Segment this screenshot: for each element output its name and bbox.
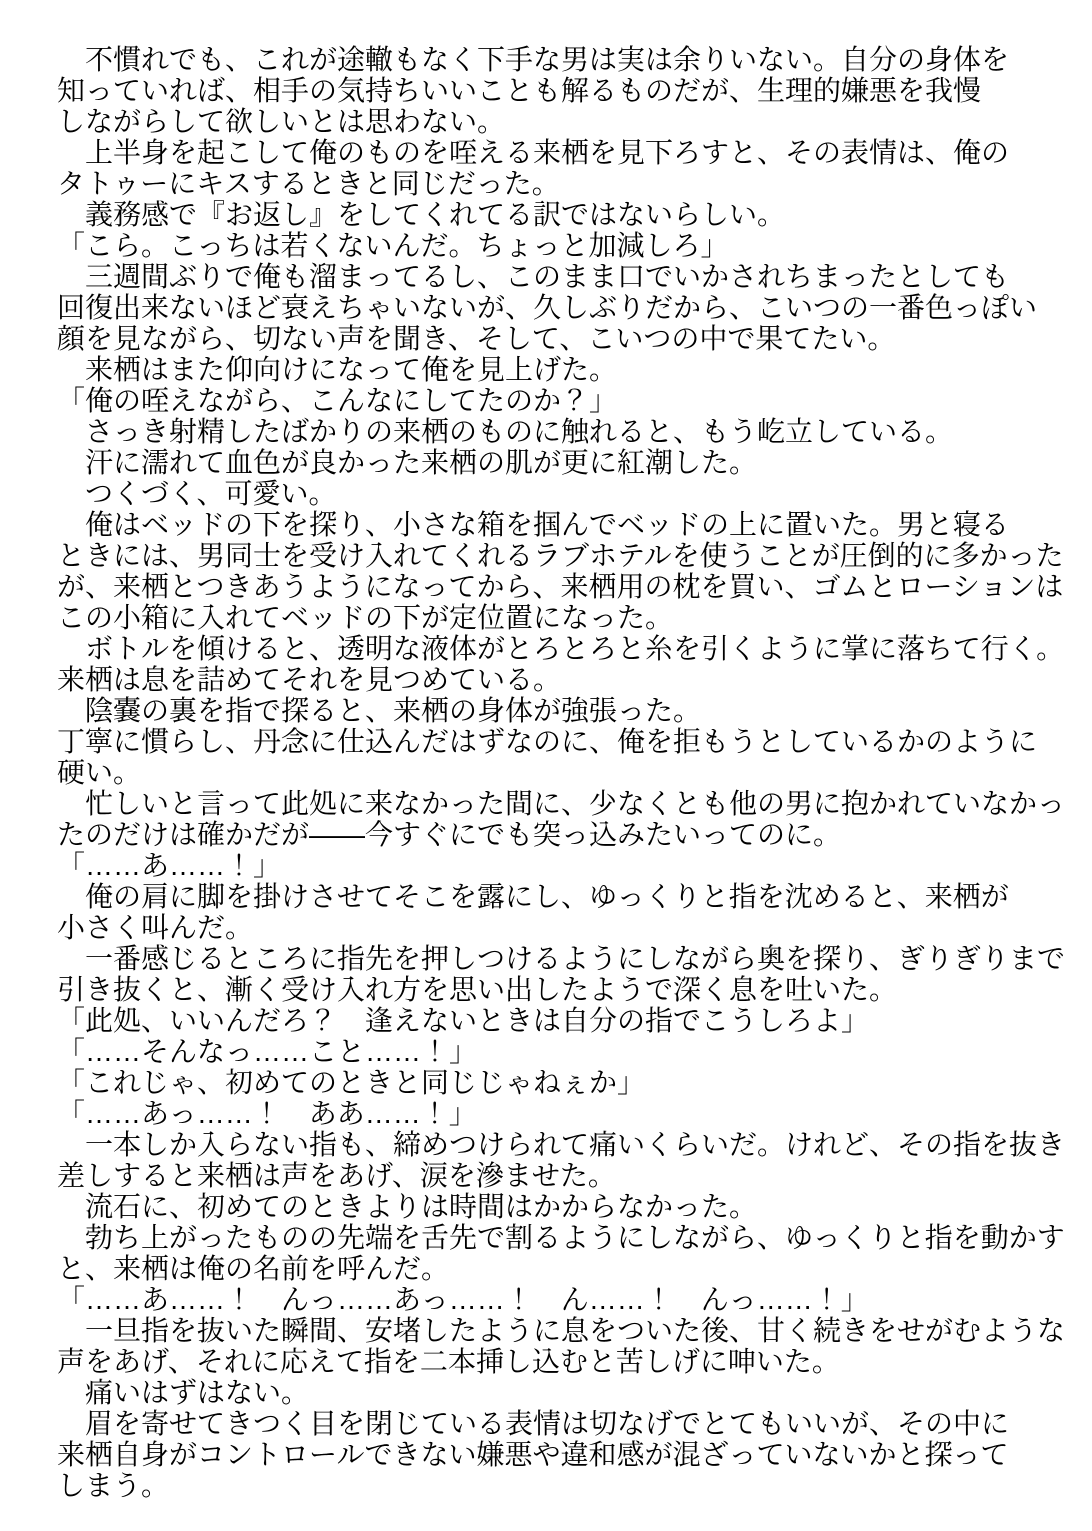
text-line: 回復出来ないほど衰えちゃいないが、久しぶりだから、こいつの一番色っぽい — [57, 292, 1038, 323]
story-text — [57, 44, 1066, 1501]
text-line: 声をあげ、それに応えて指を二本挿し込むと苦しげに呻いた。 — [57, 1346, 840, 1377]
text-line: タトゥーにキスするときと同じだった。 — [57, 168, 560, 199]
text-line: 引き抜くと、漸く受け入れ方を思い出したようで深く息を吐いた。 — [57, 974, 898, 1005]
text-line: この小箱に入れてベッドの下が定位置になった。 — [57, 602, 674, 633]
text-line: 硬い。 — [57, 757, 142, 788]
text-line: 「……あ……！ んっ……あっ……！ ん……！ んっ……！」 — [57, 1284, 869, 1315]
text-line: 小さく叫んだ。 — [57, 912, 254, 943]
text-line: ときには、男同士を受け入れてくれるラブホテルを使うことが圧倒的に多かった — [57, 540, 1064, 571]
text-line: さっき射精したばかりの来栖のものに触れると、もう屹立している。 — [57, 416, 954, 447]
text-line: 「……あ……！」 — [57, 850, 282, 881]
text-line: 顔を見ながら、切ない声を聞き、そして、こいつの中で果てたい。 — [57, 323, 896, 354]
text-line: しまう。 — [57, 1470, 170, 1501]
text-line: 「こら。こっちは若くないんだ。ちょっと加減しろ」 — [57, 230, 729, 261]
text-line: 知っていれば、相手の気持ちいいことも解るものだが、生理的嫌悪を我慢 — [57, 75, 982, 106]
text-line: 一旦指を抜いた瞬間、安堵したように息をついた後、甘く続きをせがむような — [57, 1315, 1066, 1346]
text-line: 眉を寄せてきつく目を閉じている表情は切なげでとてもいいが、その中に — [57, 1408, 1010, 1439]
text-line: 来栖はまた仰向けになって俺を見上げた。 — [57, 354, 618, 385]
text-line: ボトルを傾けると、透明な液体がとろとろと糸を引くように掌に落ちて行く。 — [57, 633, 1065, 664]
text-line: 「これじゃ、初めてのときと同じじゃねぇか」 — [57, 1067, 646, 1098]
text-line: 勃ち上がったものの先端を舌先で割るようにしながら、ゆっくりと指を動かす — [57, 1222, 1065, 1253]
text-line: 義務感で『お返し』をしてくれてる訳ではないらしい。 — [57, 199, 786, 230]
text-line: つくづく、可愛い。 — [57, 478, 337, 509]
text-line: 俺はベッドの下を探り、小さな箱を掴んでベッドの上に置いた。男と寝る — [57, 509, 1010, 540]
text-line: たのだけは確かだが――今すぐにでも突っ込みたいってのに。 — [57, 819, 842, 850]
text-line: 来栖自身がコントロールできない嫌悪や違和感が混ざっていないかと探って — [57, 1439, 1009, 1470]
text-line: 来栖は息を詰めてそれを見つめている。 — [57, 664, 562, 695]
text-line: が、来栖とつきあうようになってから、来栖用の枕を買い、ゴムとローションは — [57, 571, 1064, 602]
text-line: 差しすると来栖は声をあげ、涙を滲ませた。 — [57, 1160, 616, 1191]
text-line: 三週間ぶりで俺も溜まってるし、このまま口でいかされちまったとしても — [57, 261, 1010, 292]
text-line: 「……そんなっ……こと……！」 — [57, 1036, 478, 1067]
text-line: 陰嚢の裏を指で探ると、来栖の身体が強張った。 — [57, 695, 702, 726]
text-line: 痛いはずはない。 — [57, 1377, 310, 1408]
text-line: 「……あっ……！ ああ……！」 — [57, 1098, 477, 1129]
text-line: 一番感じるところに指先を押しつけるようにしながら奥を探り、ぎりぎりまで — [57, 943, 1066, 974]
text-line: 「此処、いいんだろ？ 逢えないときは自分の指でこうしろよ」 — [57, 1005, 870, 1036]
text-line: と、来栖は俺の名前を呼んだ。 — [57, 1253, 450, 1284]
text-line: しながらして欲しいとは思わない。 — [57, 106, 506, 137]
text-line: 一本しか入らない指も、締めつけられて痛いくらいだ。けれど、その指を抜き — [57, 1129, 1066, 1160]
text-line: 流石に、初めてのときよりは時間はかからなかった。 — [57, 1191, 758, 1222]
text-line: 丁寧に慣らし、丹念に仕込んだはずなのに、俺を拒もうとしているかのように — [57, 726, 1038, 757]
text-line: 汗に濡れて血色が良かった来栖の肌が更に紅潮した。 — [57, 447, 758, 478]
text-line: 「俺の咥えながら、こんなにしてたのか？」 — [57, 385, 618, 416]
text-line: 忙しいと言って此処に来なかった間に、少なくとも他の男に抱かれていなかっ — [57, 788, 1066, 819]
text-line: 俺の肩に脚を掛けさせてそこを露にし、ゆっくりと指を沈めると、来栖が — [57, 881, 1009, 912]
text-line: 不慣れでも、これが途轍もなく下手な男は実は余りいない。自分の身体を — [57, 44, 1010, 75]
text-line: 上半身を起こして俺のものを咥える来栖を見下ろすと、その表情は、俺の — [57, 137, 1010, 168]
